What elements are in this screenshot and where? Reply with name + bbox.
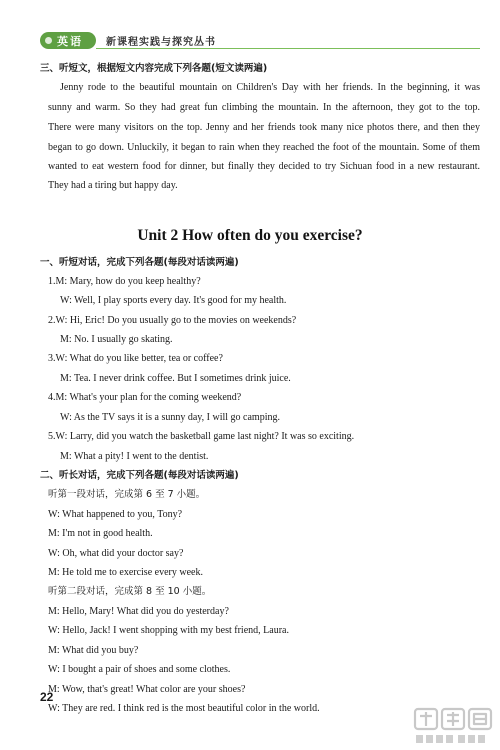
dialogue-line: M: No. I usually go skating. [60,334,173,345]
passage-line: Jenny rode to the beautiful mountain on Children's Day with her friends. In the beginning, it was [60,82,480,93]
section-heading-1: 一、听短对话，完成下列各题(每段对话读两遍) [40,257,239,268]
subject-badge [40,32,96,49]
dialogue-line: W: What happened to you, Tony? [48,509,183,520]
dialogue-line: 5.W: Larry, did you watch the basketball game last night? It was so exciting. [48,431,355,442]
watermark-logo [412,706,496,746]
passage-line: began to go down. Unluckily, it began to rain when they reached the foot of the mountain. Some of them [48,142,480,153]
dialogue-line: W: Well, I play sports every day. It's good for my health. [60,295,287,306]
dialogue-line: M: What did you buy? [48,645,139,656]
dialogue-line: M: What a pity! I went to the dentist. [60,451,209,462]
dialogue-line: W: They are red. I think red is the most beautiful color in the world. [48,703,320,714]
dialogue-line: M: I'm not in good health. [48,528,153,539]
dialogue-line: W: Hello, Jack! I went shopping with my best friend, Laura. [48,625,289,636]
passage-line: wanted to eat western food for dinner, but finally they decided to try Sichuan food in a new restaurant. [48,161,480,172]
subject-label: 英语 [57,35,83,48]
dialogue-intro-2: 听第二段对话，完成第 8 至 10 小题。 [48,586,212,597]
dialogue-line: 1.M: Mary, how do you keep healthy? [48,276,201,287]
dialogue-line: W: Oh, what did your doctor say? [48,548,184,559]
passage-line: There were many visitors on the top. Jenny and her friends took many nice photos there, and then they [48,122,480,133]
dialogue-line: M: Tea. I never drink coffee. But I sometimes drink juice. [60,373,291,384]
header-rule [96,48,480,49]
badge-dot-icon [45,37,52,44]
dialogue-line: 3.W: What do you like better, tea or coffee? [48,353,223,364]
passage-line: sunny and warm. So they had great fun climbing the mountain. In the afternoon, they got to the top. [48,102,480,113]
dialogue-line: M: Hello, Mary! What did you do yesterday? [48,606,229,617]
series-title: 新课程实践与探究丛书 [106,37,216,48]
dialogue-line: W: I bought a pair of shoes and some clothes. [48,664,231,675]
section-heading-2: 二、听长对话，完成下列各题(每段对话读两遍) [40,470,239,481]
dialogue-line: 2.W: Hi, Eric! Do you usually go to the movies on weekends? [48,315,297,326]
page-number: 22 [40,690,54,704]
page-header [40,32,480,50]
dialogue-line: M: He told me to exercise every week. [48,567,203,578]
passage-line: They had a tiring but happy day. [48,180,178,191]
section-heading-3: 三、听短文，根据短文内容完成下列各题(短文读两遍) [40,63,268,74]
dialogue-intro-1: 听第一段对话，完成第 6 至 7 小题。 [48,489,206,500]
dialogue-line: M: Wow, that's great! What color are your shoes? [48,684,246,695]
unit-title: Unit 2 How often do you exercise? [137,227,363,244]
dialogue-line: 4.M: What's your plan for the coming weekend? [48,392,242,403]
dialogue-line: W: As the TV says it is a sunny day, I will go camping. [60,412,280,423]
